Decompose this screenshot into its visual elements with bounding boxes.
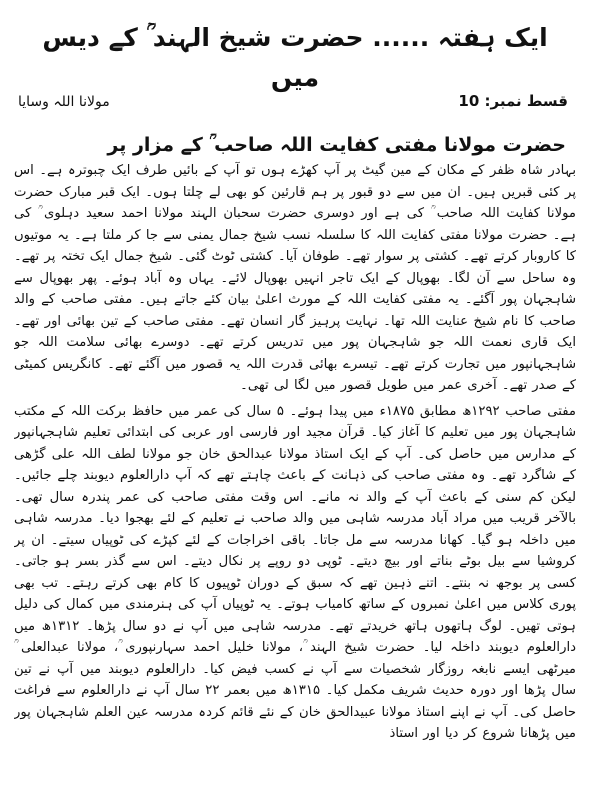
article-body [14,160,576,794]
article-meta [18,92,568,118]
episode-number: قسط نمبر: 10 [458,92,568,110]
section-heading: حضرت مولانا مفتی کفایت اللہ صاحب ؒ کے مزار پر [107,134,566,156]
paragraph: مفتی صاحب ۱۲۹۲ھ مطابق ۱۸۷۵ء میں پیدا ہوئے۔ ۵ سال کی عمر میں حافظ برکت اللہ کے مکتب شاہجہان پور میں تعلیم کا آغاز کیا۔ قرآن مجید اور فارسی اور عربی کی ابتدائی تعلیم شاہجہانپور کے مدارس میں حاصل کی۔ آپ کے ایک استاذ مولانا عبدالحق خان جو مولانا لطف اللہ علی گڑھی کے شاگرد تھے۔ وہ مفتی صاحب کی ذہانت کے باعث چاہتے تھے کہ آپ دارالعلوم دیوبند چلے جائیں۔ لیکن کم سنی کے باعث آپ کے والد نہ مانے۔ اس وقت مفتی صاحب کی عمر پندرہ سال تھی۔ بالآخر قریب میں مراد آباد مدرسہ شاہی میں والد صاحب نے تعلیم کے لئے بھجوا دیا۔ مدرسہ شاہی میں داخلہ ہو گیا۔ کھانا مدرسہ سے مل جاتا۔ باقی اخراجات کے لئے کپڑے کی ٹوپیاں سیتے۔ ان پر کروشیا سے بیل بوٹے بناتے اور بیچ دیتے۔ ٹوپی دو روپے پر نکال دیتے۔ اس سے گذر بسر ہو جاتی۔ کسی پر بوجھ نہ بنتے۔ اتنے ذہین تھے کہ سبق کے دوران ٹوپیوں کا کام بھی کرتے رہتے۔ تب بھی پوری کلاس میں اعلیٰ نمبروں کے ساتھ کامیاب ہوتے۔ یہ ٹوپیاں آپ کی ہنرمندی میں کمال کی دلیل ہوتی تھیں۔ لوگ ہاتھوں ہاتھ خریدتے تھے۔ مدرسہ شاہی میں آپ نے دو سال پڑھا۔ ۱۳۱۲ھ میں دارالعلوم دیوبند داخلہ لیا۔ حضرت شیخ الہند ؒ، مولانا خلیل احمد سہارنپوری ؒ، مولانا عبدالعلی ؒ میرٹھی ایسے نابغہ روزگار شخصیات سے آپ نے کسب فیض کیا۔ دارالعلوم دیوبند میں آپ نے تین سال پڑھا اور دورہ حدیث شریف مکمل کیا۔ ۱۳۱۵ھ میں بعمر ۲۲ سال آپ نے دارالعلوم سے فراغت حاصل کی۔ آپ نے اپنے استاذ مولانا عبیدالحق خان کے نئے قائم کردہ مدرسہ عین العلم شاہجہان پور میں پڑھانا شروع کر دیا اور استاذ [14,403,576,741]
paragraph: بہادر شاہ ظفر کے مکان کے مین گیٹ پر آپ کھڑے ہوں تو آپ کے بائیں طرف ایک چبوترہ ہے۔ اس پر کئی قبریں ہیں۔ ان میں سے دو قبور پر ہم قارئین کو بھی لے چلتا ہوں۔ ایک قبر مبارک حضرت مولانا کفایت اللہ صاحب ؒ کی ہے اور دوسری حضرت سحبان الہند مولانا احمد سعید دہلوی ؒ کی ہے۔ حضرت مولانا مفتی کفایت اللہ کا سلسلہ نسب شیخ جمال یمنی سے جا کر ملتا ہے۔ یہ موتیوں کا کاروبار کرتے تھے۔ کشتی پر سوار تھے۔ طوفان آیا۔ کشتی ٹوٹ گئی۔ شیخ جمال ایک تختہ پر تھے۔ وہ ساحل سے آن لگا۔ بھوپال کے ایک تاجر انہیں بھوپال لائے۔ یہاں وہ آباد ہوئے۔ پھر بھوپال سے شاہجہان پور آگئے۔ یہ مفتی کفایت اللہ کے مورث اعلیٰ بیان کئے جاتے ہیں۔ مفتی صاحب کے والد صاحب کا نام شیخ عنایت اللہ تھا۔ نہایت پرہیز گار انسان تھے۔ مفتی صاحب کے تین بھائی اور تھے۔ ایک قاری نعمت اللہ جو شاہجہان پور میں تدریس کرتے تھے۔ دوسرے بھائی سلامت اللہ جو شاہجہانپور میں تجارت کرتے تھے۔ تیسرے بھائی قدرت اللہ یہ قصور میں آگئے تھے۔ کانگریس کمیٹی کے صدر تھے۔ آخری عمر میں طویل قصور میں لگا لی تھی۔ [14,163,576,393]
page-title: ایک ہفتہ ...... حضرت شیخ الہند ؒ کے دیس میں [42,23,548,92]
author-name: مولانا اللہ وسایا [18,94,110,110]
